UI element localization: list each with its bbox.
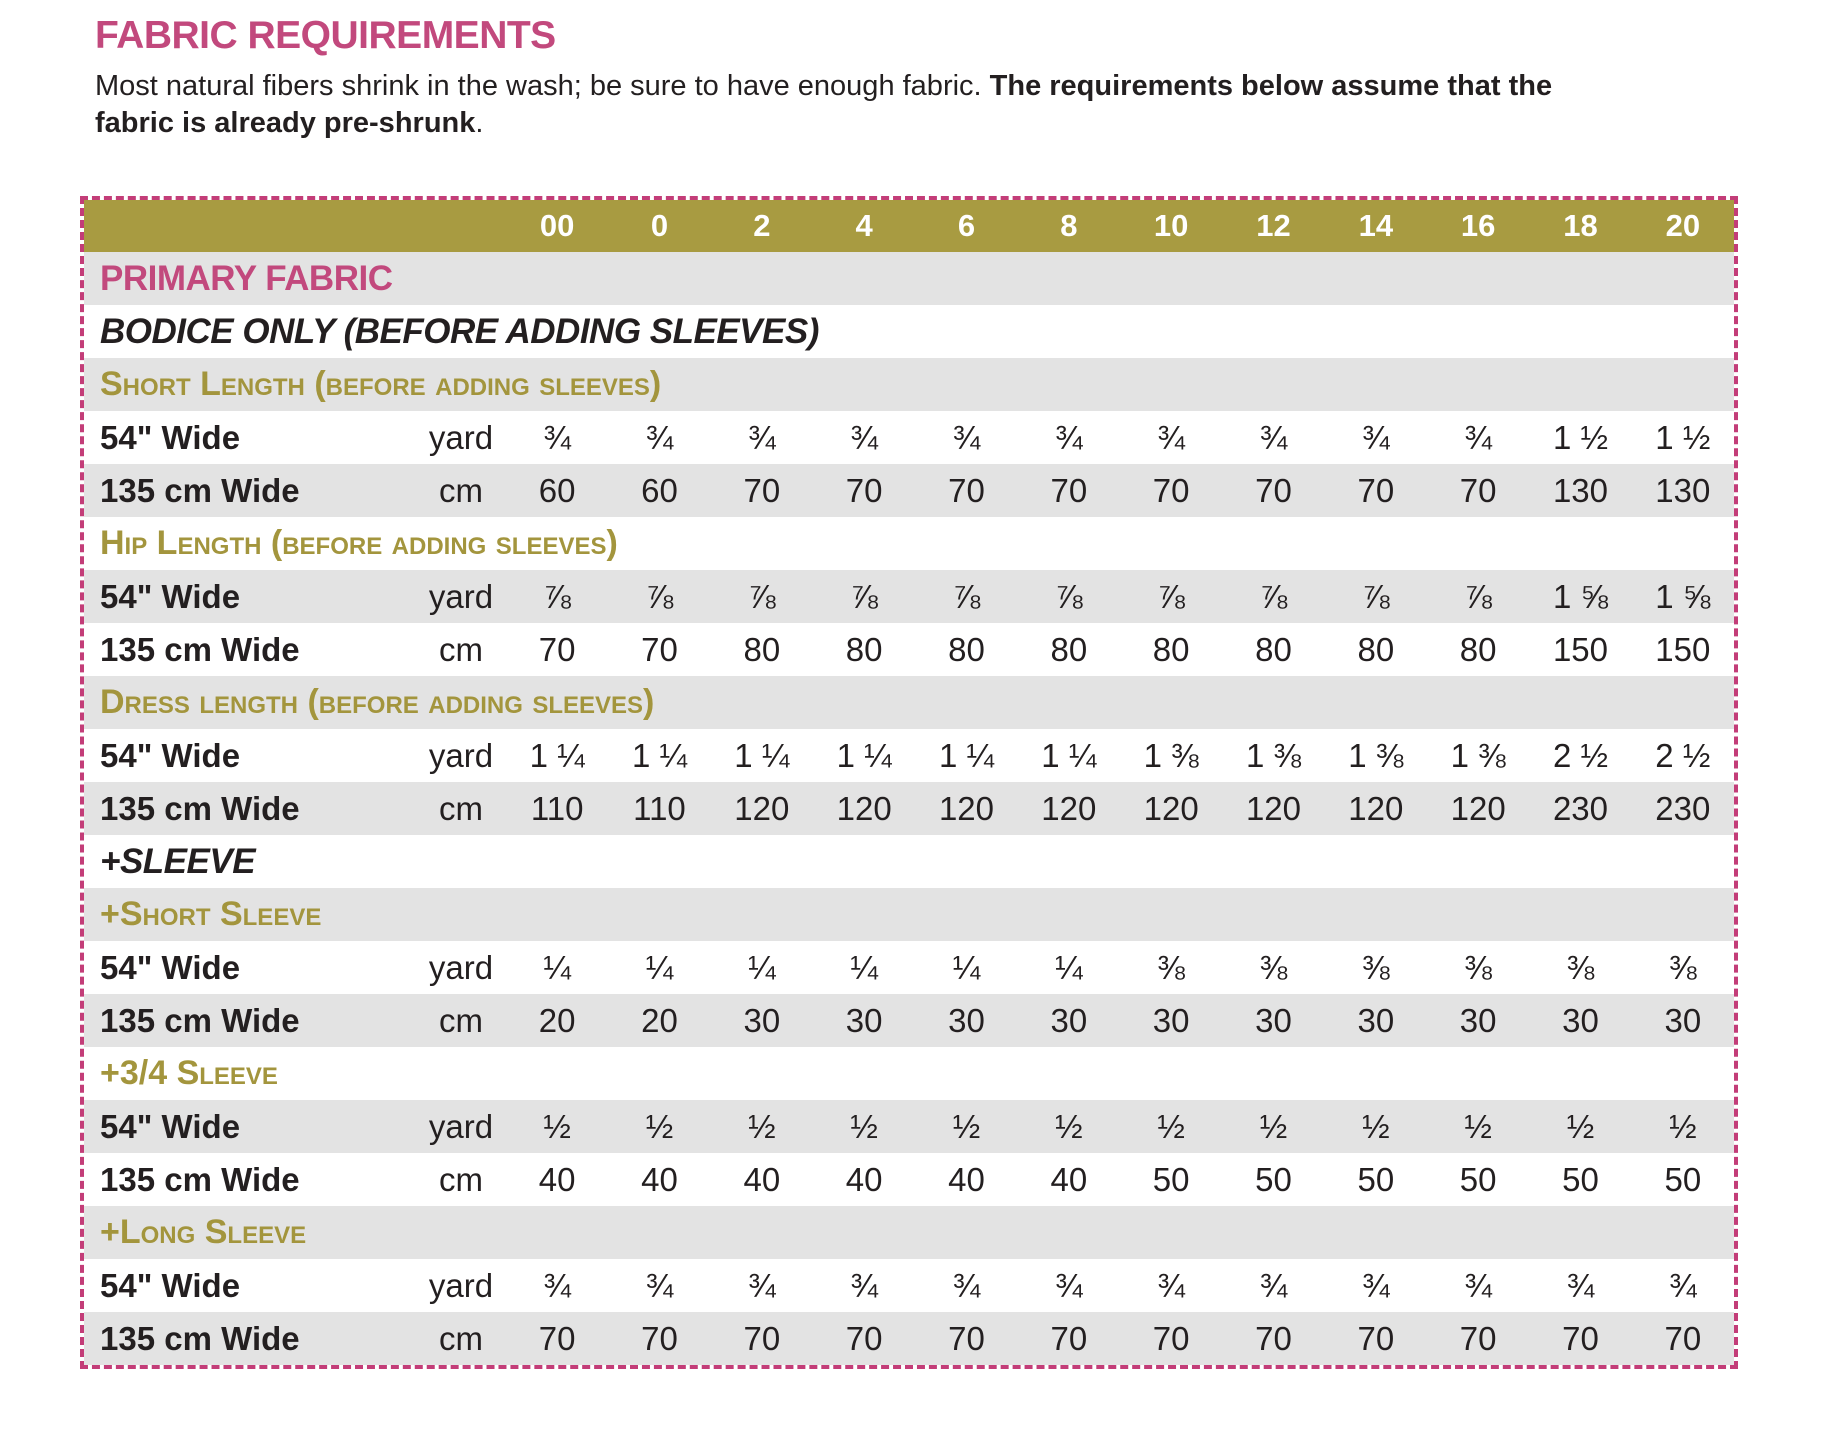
size-header-cell: 14 — [1358, 208, 1394, 243]
value-cell: 150 — [1552, 630, 1609, 668]
row-label: 54" Wide — [100, 418, 241, 456]
value-cell: ¼ — [1055, 948, 1083, 986]
section-label: +3/4 Sleeve — [100, 1054, 278, 1092]
value-cell: 70 — [1050, 471, 1088, 509]
value-cell: 30 — [1459, 1001, 1497, 1039]
value-cell: ¾ — [1157, 1266, 1185, 1304]
value-cell: 40 — [948, 1160, 985, 1198]
value-cell: ¾ — [1157, 418, 1185, 456]
section-label: Dress length (before adding sleeves) — [100, 683, 655, 721]
unit-label: yard — [428, 1266, 494, 1304]
value-cell: 60 — [538, 471, 576, 509]
value-cell: ¾ — [748, 1266, 776, 1304]
value-cell: 150 — [1655, 630, 1711, 668]
section-label: +Long Sleeve — [100, 1213, 307, 1251]
size-header-cell: 20 — [1665, 208, 1701, 243]
value-cell: ½ — [1566, 1107, 1595, 1145]
value-cell: ¾ — [645, 1266, 674, 1304]
value-cell: ⅞ — [543, 577, 571, 615]
value-cell: 80 — [1255, 630, 1292, 668]
value-cell: 40 — [743, 1160, 781, 1198]
value-cell: ¾ — [1055, 1266, 1083, 1304]
value-cell: ¾ — [1464, 1266, 1492, 1304]
value-cell: 80 — [1357, 630, 1395, 668]
row-label: 135 cm Wide — [100, 1160, 300, 1198]
value-cell: ¾ — [952, 1266, 981, 1304]
value-cell: 50 — [1459, 1160, 1497, 1198]
row-label: 54" Wide — [100, 948, 241, 986]
value-cell: 70 — [948, 1319, 985, 1357]
value-cell: ¾ — [543, 418, 571, 456]
size-header-cell: 8 — [1060, 208, 1078, 243]
table-data-row — [84, 994, 1734, 1047]
value-cell: 1 ⅜ — [1143, 736, 1199, 774]
section-label: Short Length (before adding sleeves) — [100, 365, 662, 403]
value-cell: 70 — [845, 471, 883, 509]
value-cell: 70 — [1255, 471, 1292, 509]
unit-label: yard — [428, 1107, 494, 1145]
header-block — [95, 14, 1655, 142]
value-cell: ½ — [1669, 1107, 1697, 1145]
value-cell: ⅞ — [645, 577, 674, 615]
value-cell: ½ — [1055, 1107, 1083, 1145]
unit-label: yard — [428, 736, 494, 774]
value-cell: 80 — [1459, 630, 1497, 668]
row-label: 54" Wide — [100, 577, 241, 615]
value-cell: 1 ¼ — [734, 736, 790, 774]
value-cell: 70 — [845, 1319, 883, 1357]
value-cell: 80 — [845, 630, 883, 668]
row-label: 135 cm Wide — [100, 1319, 300, 1357]
value-cell: ½ — [748, 1107, 776, 1145]
table-olive-row — [84, 1047, 1734, 1100]
size-header-cell: 6 — [957, 208, 976, 243]
unit-label: cm — [439, 471, 483, 509]
value-cell: 20 — [538, 1001, 576, 1039]
value-cell: 1 ¼ — [631, 736, 688, 774]
value-cell: 70 — [538, 630, 576, 668]
value-cell: 70 — [948, 471, 985, 509]
value-cell: 120 — [734, 789, 790, 827]
value-cell: 70 — [1664, 1319, 1702, 1357]
value-cell: 50 — [1255, 1160, 1292, 1198]
value-cell: 70 — [641, 1319, 678, 1357]
value-cell: 120 — [1450, 789, 1506, 827]
value-cell: ⅞ — [1157, 577, 1185, 615]
table-data-row — [84, 729, 1734, 782]
value-cell: 40 — [538, 1160, 576, 1198]
value-cell: ¼ — [850, 948, 878, 986]
value-cell: 120 — [836, 789, 892, 827]
unit-label: cm — [439, 1319, 483, 1357]
row-label: 135 cm Wide — [100, 1001, 300, 1039]
value-cell: 1 ¼ — [836, 736, 892, 774]
value-cell: ½ — [850, 1107, 878, 1145]
table-olive-row — [84, 888, 1734, 941]
size-header-cell: 00 — [539, 208, 575, 243]
table-olive-row — [84, 1206, 1734, 1259]
value-cell: ¾ — [1055, 418, 1083, 456]
table-data-row — [84, 1153, 1734, 1206]
value-cell: 120 — [938, 789, 995, 827]
value-cell: ¾ — [748, 418, 776, 456]
intro-text-bold: The requirements below assume that the fabric is already pre-shrunk — [95, 70, 1553, 139]
intro-text-period: . — [475, 107, 484, 139]
table-italic-row — [84, 305, 1734, 358]
value-cell: 130 — [1552, 471, 1609, 509]
value-cell: 1 ⅝ — [1655, 577, 1711, 615]
value-cell: ½ — [952, 1107, 981, 1145]
section-label: +Short Sleeve — [100, 895, 322, 933]
value-cell: ⅜ — [1259, 948, 1288, 986]
unit-label: yard — [428, 948, 494, 986]
value-cell: ¾ — [1259, 418, 1288, 456]
value-cell: 120 — [1041, 789, 1097, 827]
value-cell: 70 — [1152, 471, 1190, 509]
value-cell: 1 ⅜ — [1348, 736, 1404, 774]
value-cell: 230 — [1655, 789, 1711, 827]
size-header-cell: 18 — [1563, 208, 1598, 243]
value-cell: 1 ½ — [1552, 418, 1609, 456]
value-cell: ⅜ — [1566, 948, 1595, 986]
value-cell: 110 — [530, 789, 584, 827]
value-cell: ½ — [645, 1107, 674, 1145]
value-cell: ¼ — [543, 948, 571, 986]
value-cell: ¼ — [952, 948, 981, 986]
row-label: 135 cm Wide — [100, 789, 300, 827]
value-cell: ⅜ — [1157, 948, 1185, 986]
value-cell: ¾ — [645, 418, 674, 456]
value-cell: 50 — [1357, 1160, 1395, 1198]
row-label: 54" Wide — [100, 1266, 241, 1304]
value-cell: 30 — [1255, 1001, 1292, 1039]
value-cell: 50 — [1664, 1160, 1702, 1198]
value-cell: 1 ¼ — [1041, 736, 1097, 774]
intro-text-regular: Most natural fibers shrink in the wash; be sure to have enough fabric. — [95, 70, 990, 102]
value-cell: ½ — [1464, 1107, 1492, 1145]
table-data-row — [84, 623, 1734, 676]
value-cell: 130 — [1655, 471, 1711, 509]
value-cell: 40 — [1050, 1160, 1088, 1198]
value-cell: 70 — [1459, 1319, 1497, 1357]
unit-label: cm — [439, 789, 483, 827]
value-cell: 30 — [1664, 1001, 1702, 1039]
value-cell: 70 — [1459, 471, 1497, 509]
value-cell: 50 — [1152, 1160, 1190, 1198]
table-olive-row — [84, 676, 1734, 729]
value-cell: 1 ⅜ — [1245, 736, 1302, 774]
value-cell: 80 — [1152, 630, 1190, 668]
table-pink-row — [84, 252, 1734, 305]
value-cell: 80 — [948, 630, 985, 668]
value-cell: 70 — [1152, 1319, 1190, 1357]
value-cell: ¾ — [543, 1266, 571, 1304]
value-cell: 30 — [845, 1001, 883, 1039]
row-label: 54" Wide — [100, 736, 241, 774]
value-cell: 1 ½ — [1655, 418, 1711, 456]
size-header-cell: 12 — [1256, 208, 1291, 243]
value-cell: 30 — [1357, 1001, 1395, 1039]
value-cell: 50 — [1562, 1160, 1599, 1198]
row-label: 54" Wide — [100, 1107, 241, 1145]
value-cell: 1 ⅜ — [1450, 736, 1506, 774]
value-cell: 40 — [641, 1160, 678, 1198]
table-data-row — [84, 570, 1734, 623]
value-cell: ¾ — [850, 1266, 878, 1304]
table-olive-row — [84, 517, 1734, 570]
value-cell: ⅞ — [1259, 577, 1288, 615]
table-data-row — [84, 411, 1734, 464]
value-cell: ¼ — [748, 948, 776, 986]
value-cell: 110 — [633, 789, 686, 827]
value-cell: ¾ — [1669, 1266, 1697, 1304]
value-cell: 30 — [1050, 1001, 1088, 1039]
section-label: PRIMARY FABRIC — [100, 258, 393, 298]
unit-label: cm — [439, 1160, 483, 1198]
size-header-cell: 2 — [753, 208, 771, 243]
value-cell: ½ — [1362, 1107, 1390, 1145]
section-label: +SLEEVE — [100, 841, 256, 881]
value-cell: 2 ½ — [1552, 736, 1609, 774]
row-label: 135 cm Wide — [100, 471, 300, 509]
value-cell: 70 — [538, 1319, 576, 1357]
value-cell: 40 — [845, 1160, 883, 1198]
value-cell: ½ — [1259, 1107, 1288, 1145]
value-cell: 230 — [1552, 789, 1609, 827]
value-cell: ⅜ — [1362, 948, 1390, 986]
value-cell: 70 — [1050, 1319, 1088, 1357]
value-cell: 30 — [1562, 1001, 1599, 1039]
table-data-row — [84, 782, 1734, 835]
row-label: 135 cm Wide — [100, 630, 300, 668]
value-cell: 80 — [1050, 630, 1088, 668]
intro-paragraph — [95, 68, 1625, 142]
value-cell: ¾ — [1464, 418, 1492, 456]
size-header-cell: 16 — [1460, 208, 1496, 243]
value-cell: ½ — [1157, 1107, 1185, 1145]
value-cell: ⅞ — [748, 577, 776, 615]
value-cell: 20 — [641, 1001, 678, 1039]
section-label: BODICE ONLY (BEFORE ADDING SLEEVES) — [100, 311, 819, 351]
value-cell: ⅞ — [850, 577, 878, 615]
unit-label: cm — [439, 630, 483, 668]
size-header-cell: 10 — [1153, 208, 1189, 243]
unit-label: yard — [428, 418, 494, 456]
value-cell: 30 — [743, 1001, 781, 1039]
value-cell: 120 — [1143, 789, 1199, 827]
value-cell: 70 — [1357, 1319, 1395, 1357]
unit-label: cm — [439, 1001, 483, 1039]
value-cell: ⅞ — [952, 577, 981, 615]
size-header-cell: 4 — [855, 208, 873, 243]
fabric-requirements-table — [80, 196, 1738, 1369]
table-data-row — [84, 941, 1734, 994]
table-sizes-row — [84, 200, 1734, 252]
value-cell: 70 — [1255, 1319, 1292, 1357]
value-cell: ⅜ — [1464, 948, 1492, 986]
value-cell: ¾ — [1362, 1266, 1390, 1304]
page-title: FABRIC REQUIREMENTS — [95, 14, 556, 57]
value-cell: 1 ¼ — [529, 736, 585, 774]
value-cell: 120 — [1245, 789, 1302, 827]
table-data-row — [84, 1312, 1734, 1365]
value-cell: ½ — [543, 1107, 571, 1145]
value-cell: 70 — [1562, 1319, 1599, 1357]
value-cell: ⅜ — [1669, 948, 1697, 986]
table-italic-row — [84, 835, 1734, 888]
value-cell: ⅞ — [1464, 577, 1492, 615]
value-cell: ⅞ — [1362, 577, 1390, 615]
value-cell: 60 — [641, 471, 678, 509]
value-cell: ¾ — [850, 418, 878, 456]
value-cell: ¼ — [645, 948, 674, 986]
table-data-row — [84, 1259, 1734, 1312]
value-cell: 30 — [1152, 1001, 1190, 1039]
table-olive-row — [84, 358, 1734, 411]
size-header-cell: 0 — [650, 208, 669, 243]
value-cell: ⅞ — [1055, 577, 1083, 615]
value-cell: ¾ — [1362, 418, 1390, 456]
table-data-row — [84, 464, 1734, 517]
value-cell: 70 — [1357, 471, 1395, 509]
value-cell: ¾ — [1566, 1266, 1595, 1304]
value-cell: 70 — [743, 471, 781, 509]
value-cell: 30 — [948, 1001, 985, 1039]
unit-label: yard — [428, 577, 494, 615]
section-label: Hip Length (before adding sleeves) — [100, 524, 618, 562]
value-cell: 80 — [743, 630, 781, 668]
value-cell: 1 ¼ — [938, 736, 995, 774]
value-cell: 1 ⅝ — [1552, 577, 1609, 615]
value-cell: ¾ — [952, 418, 981, 456]
value-cell: ¾ — [1259, 1266, 1288, 1304]
value-cell: 70 — [641, 630, 678, 668]
value-cell: 120 — [1348, 789, 1404, 827]
value-cell: 2 ½ — [1655, 736, 1711, 774]
value-cell: 70 — [743, 1319, 781, 1357]
table-data-row — [84, 1100, 1734, 1153]
